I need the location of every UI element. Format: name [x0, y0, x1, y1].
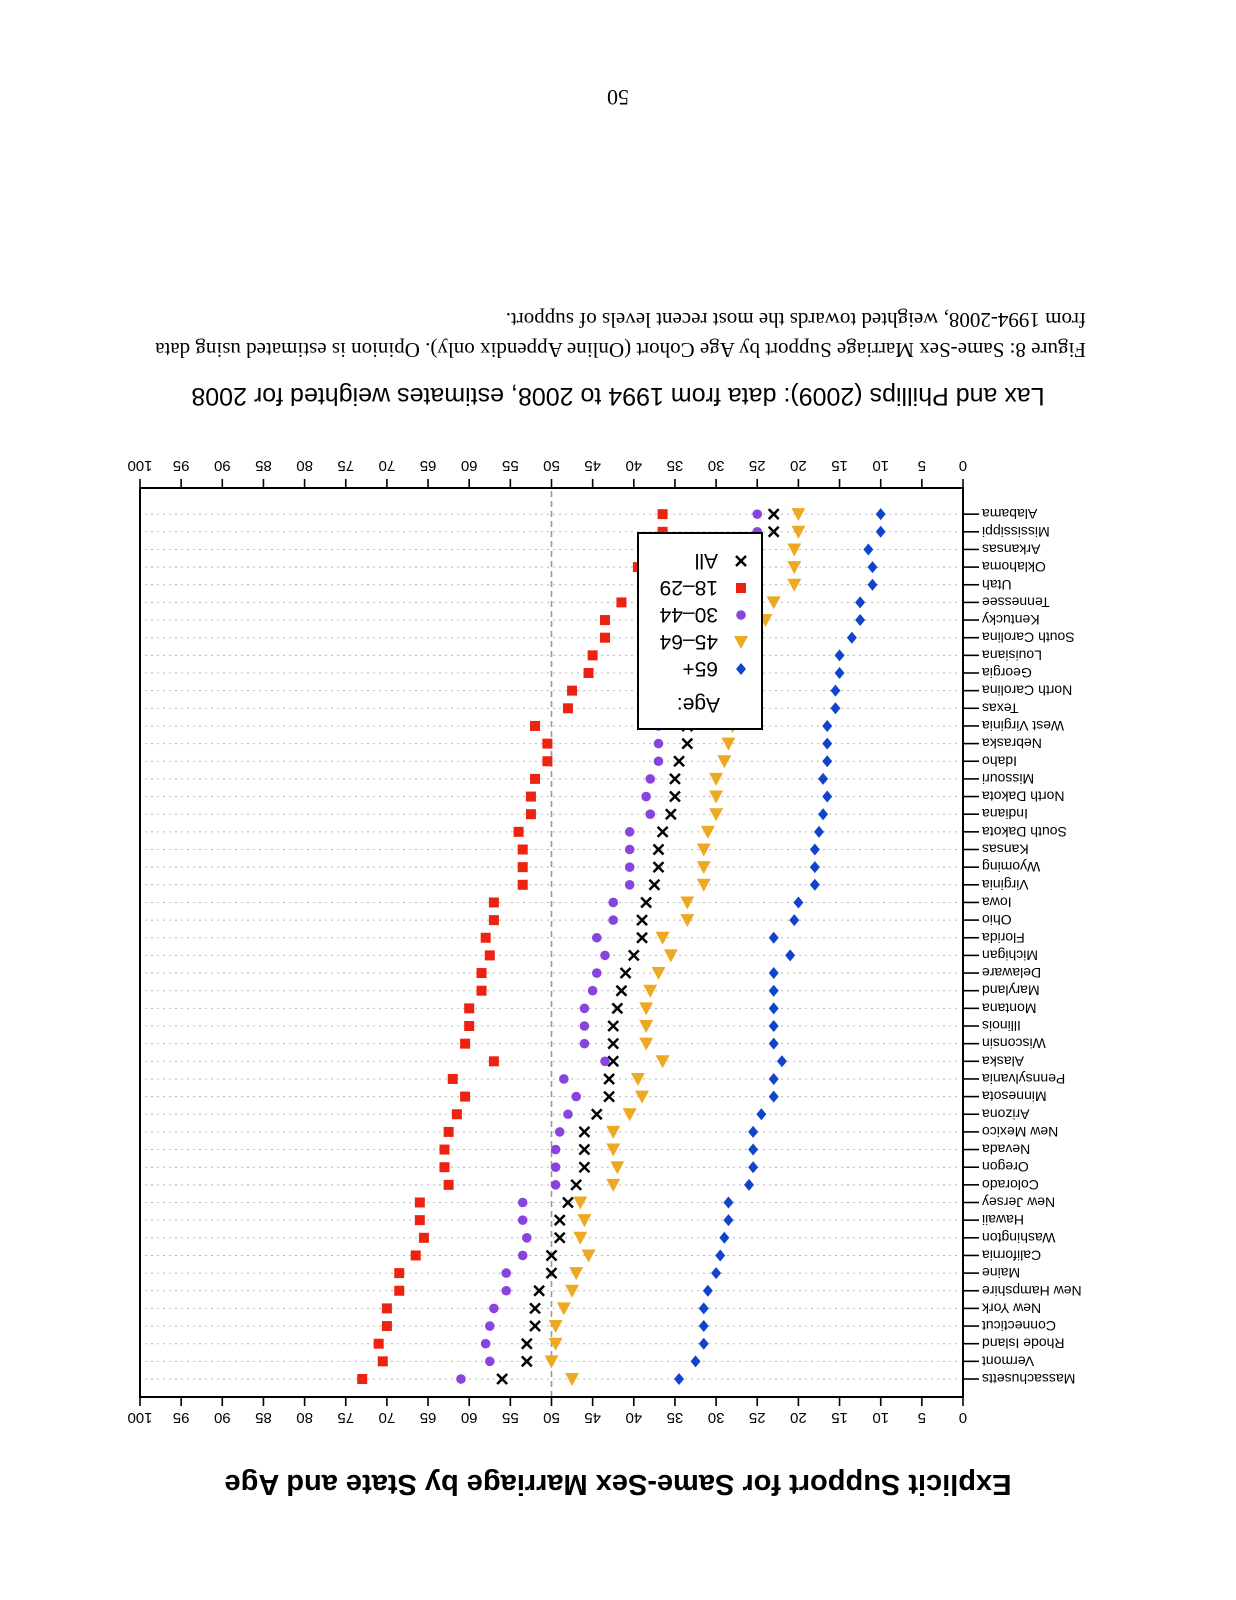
category-label: New York	[982, 1300, 1042, 1317]
point-65-	[703, 1285, 713, 1297]
point-18-29	[452, 1109, 462, 1119]
point-30-44	[654, 739, 664, 749]
category-label: California	[982, 1247, 1042, 1264]
category-label: Tennessee	[982, 594, 1050, 611]
x-tick-label-bottom: 95	[172, 457, 190, 474]
legend	[638, 533, 762, 729]
point-30-44	[518, 1215, 528, 1225]
legend-label: 18–29	[659, 576, 718, 599]
point-30-44	[485, 1357, 495, 1367]
point-30-44	[600, 951, 610, 961]
point-65-	[822, 755, 832, 767]
point-30-44	[752, 509, 762, 519]
point-30-44	[563, 1109, 573, 1119]
point-65-	[810, 844, 820, 856]
category-label: Connecticut	[982, 1318, 1056, 1335]
point-65-	[785, 949, 795, 961]
point-18-29	[394, 1286, 404, 1296]
x-tick-label-top: 80	[296, 1409, 313, 1426]
x-tick-label-top: 35	[666, 1409, 684, 1426]
point-30-44	[501, 1286, 511, 1296]
point-18-29	[489, 1056, 499, 1066]
category-label: Montana	[982, 1000, 1037, 1017]
category-label: Ohio	[982, 912, 1012, 929]
point-30-44	[551, 1180, 561, 1190]
point-65-	[830, 685, 840, 697]
point-18-29	[530, 774, 540, 784]
point-45-64	[651, 967, 665, 980]
category-label: Colorado	[982, 1176, 1039, 1193]
category-label: South Carolina	[982, 629, 1075, 646]
point-45-64	[631, 1073, 645, 1086]
point-30-44	[600, 1057, 610, 1067]
x-tick-label-top: 95	[172, 1409, 190, 1426]
point-all	[670, 792, 680, 802]
point-65-	[793, 896, 803, 908]
point-65-	[814, 826, 824, 838]
point-18-29	[514, 827, 524, 837]
point-all	[592, 1109, 602, 1119]
point-18-29	[542, 739, 552, 749]
point-30-44	[571, 1092, 581, 1102]
category-label: Indiana	[982, 806, 1028, 823]
point-45-64	[623, 1108, 637, 1121]
point-18-29	[600, 615, 610, 625]
point-18-29	[411, 1250, 421, 1260]
point-65-	[830, 702, 840, 714]
x-axis-label: Explicit Support for Same-Sex Marriage by State and Age	[224, 1468, 1012, 1500]
point-65-	[855, 614, 865, 626]
point-18-29	[584, 668, 594, 678]
x-tick-label-top: 45	[584, 1409, 601, 1426]
x-tick-label-top: 100	[127, 1409, 153, 1426]
category-label: Wyoming	[982, 859, 1041, 876]
category-label: New Mexico	[982, 1123, 1059, 1140]
category-label: Florida	[982, 929, 1025, 946]
category-label: Minnesota	[982, 1088, 1047, 1105]
point-30-44	[641, 792, 651, 802]
category-label: Pennsylvania	[982, 1070, 1066, 1087]
x-tick-label-top: 40	[625, 1409, 643, 1426]
x-tick-label-bottom: 60	[460, 457, 478, 474]
x-tick-label-bottom: 75	[337, 457, 355, 474]
x-tick-label-top: 20	[790, 1409, 807, 1426]
category-label: Hawaii	[982, 1212, 1025, 1229]
point-45-64	[639, 1002, 653, 1015]
category-label: Alabama	[982, 506, 1038, 523]
point-30-44	[481, 1339, 491, 1349]
x-tick-label-top: 50	[543, 1409, 560, 1426]
point-65-	[876, 526, 886, 538]
point-45-64	[573, 1197, 587, 1210]
category-label: Louisiana	[982, 647, 1042, 664]
point-18-29	[481, 933, 491, 943]
point-all	[555, 1233, 565, 1243]
legend-label: 30–44	[659, 603, 718, 626]
point-18-29	[415, 1198, 425, 1208]
point-65-	[769, 1002, 779, 1014]
point-18-29	[542, 756, 552, 766]
point-45-64	[767, 596, 781, 609]
point-65-	[723, 1197, 733, 1209]
point-65-	[769, 967, 779, 979]
point-all	[530, 1303, 540, 1313]
point-18-29	[444, 1180, 454, 1190]
point-30-44	[608, 915, 618, 925]
point-all	[530, 1321, 540, 1331]
point-18-29	[489, 915, 499, 925]
point-18-29	[477, 968, 487, 978]
category-label: Delaware	[982, 965, 1042, 982]
category-label: New Hampshire	[982, 1282, 1082, 1299]
point-65-	[822, 720, 832, 732]
point-65-	[835, 667, 845, 679]
point-65-	[756, 1108, 766, 1120]
category-label: Missouri	[982, 770, 1035, 787]
point-18-29	[518, 862, 528, 872]
point-all	[674, 756, 684, 766]
point-30-44	[559, 1074, 569, 1084]
point-18-29	[460, 1039, 470, 1049]
figure-caption: Figure 8: Same-Sex Marriage Support by Age Cohort (Online Appendix only). Opinion is estimated using data from 1994-2008, weighted towards the most recent levels of support.	[155, 308, 1086, 362]
point-18-29	[518, 880, 528, 890]
x-tick-label-bottom: 10	[872, 457, 890, 474]
chart-title: Lax and Phillips (2009): data from 1994 to 2008, estimates weighted for 2008	[191, 382, 1045, 410]
point-all	[608, 1039, 618, 1049]
category-label: Virginia	[982, 876, 1029, 893]
point-18-29	[357, 1374, 367, 1384]
point-30-44	[625, 827, 635, 837]
point-18-29	[489, 897, 499, 907]
point-30-44	[608, 898, 618, 908]
x-tick-label-bottom: 5	[917, 457, 927, 474]
category-label: Washington	[982, 1229, 1056, 1246]
point-65-	[818, 773, 828, 785]
point-65-	[835, 649, 845, 661]
point-65-	[876, 508, 886, 520]
x-tick-label-bottom: 0	[958, 457, 968, 474]
point-18-29	[460, 1092, 470, 1102]
point-65-	[691, 1355, 701, 1367]
category-label: Oklahoma	[982, 559, 1046, 576]
point-30-44	[592, 933, 602, 943]
point-30-44	[592, 968, 602, 978]
point-65-	[818, 808, 828, 820]
category-label: Arizona	[982, 1106, 1030, 1123]
point-18-29	[440, 1162, 450, 1172]
legend-title: Age:	[676, 693, 720, 716]
point-65-	[789, 914, 799, 926]
point-30-44	[551, 1162, 561, 1172]
point-45-64	[664, 949, 678, 962]
point-45-64	[639, 1020, 653, 1033]
point-18-29	[444, 1127, 454, 1137]
category-label: Rhode Island	[982, 1335, 1065, 1352]
point-65-	[711, 1267, 721, 1279]
point-18-29	[526, 792, 536, 802]
point-30-44	[522, 1233, 532, 1243]
legend-marker	[736, 610, 746, 620]
point-18-29	[658, 509, 668, 519]
point-30-44	[645, 809, 655, 819]
point-45-64	[717, 755, 731, 768]
point-45-64	[606, 1144, 620, 1157]
point-18-29	[419, 1233, 429, 1243]
category-label: Oregon	[982, 1159, 1029, 1176]
point-65-	[723, 1214, 733, 1226]
x-tick-label-bottom: 45	[584, 457, 601, 474]
legend-label: 65+	[682, 657, 718, 680]
category-label: Kansas	[982, 841, 1029, 858]
point-65-	[822, 738, 832, 750]
point-18-29	[440, 1145, 450, 1155]
x-tick-label-bottom: 15	[831, 457, 848, 474]
point-18-29	[448, 1074, 458, 1084]
point-65-	[867, 579, 877, 591]
point-30-44	[588, 986, 598, 996]
point-all	[555, 1215, 565, 1225]
x-tick-label-bottom: 40	[625, 457, 643, 474]
point-65-	[863, 543, 873, 555]
point-18-29	[526, 809, 536, 819]
category-label: Utah	[982, 576, 1012, 593]
legend-label: All	[694, 549, 718, 572]
point-30-44	[518, 1198, 528, 1208]
point-all	[579, 1145, 589, 1155]
x-tick-label-top: 15	[831, 1409, 848, 1426]
point-65-	[810, 861, 820, 873]
category-label: Vermont	[982, 1353, 1035, 1370]
point-30-44	[625, 862, 635, 872]
point-30-44	[654, 756, 664, 766]
point-all	[579, 1162, 589, 1172]
category-label: South Dakota	[982, 823, 1067, 840]
point-18-29	[382, 1303, 392, 1313]
point-65-	[822, 791, 832, 803]
point-65-	[748, 1126, 758, 1138]
category-label: Maryland	[982, 982, 1040, 999]
legend-label: 45–64	[659, 630, 718, 653]
point-65-	[769, 1091, 779, 1103]
category-label: Nevada	[982, 1141, 1031, 1158]
point-65-	[719, 1232, 729, 1244]
point-30-44	[580, 1039, 590, 1049]
point-65-	[748, 1144, 758, 1156]
point-65-	[699, 1302, 709, 1314]
point-18-29	[415, 1215, 425, 1225]
point-65-	[855, 596, 865, 608]
point-30-44	[551, 1145, 561, 1155]
point-65-	[715, 1249, 725, 1261]
point-65-	[769, 1038, 779, 1050]
point-65-	[769, 985, 779, 997]
point-65-	[748, 1161, 758, 1173]
x-tick-label-bottom: 65	[419, 457, 437, 474]
x-tick-label-bottom: 85	[255, 457, 272, 474]
point-18-29	[485, 950, 495, 960]
point-30-44	[555, 1127, 565, 1137]
point-18-29	[518, 845, 528, 855]
point-65-	[769, 932, 779, 944]
point-all	[604, 1092, 614, 1102]
x-tick-label-bottom: 100	[127, 457, 153, 474]
x-tick-label-bottom: 20	[790, 457, 807, 474]
point-30-44	[489, 1304, 499, 1314]
point-18-29	[382, 1321, 392, 1331]
category-label: Kentucky	[982, 612, 1040, 629]
point-all	[604, 1074, 614, 1084]
point-18-29	[378, 1356, 388, 1366]
category-label: North Carolina	[982, 682, 1073, 699]
category-label: Iowa	[982, 894, 1012, 911]
point-all	[658, 827, 668, 837]
point-45-64	[573, 1232, 587, 1245]
point-65-	[867, 561, 877, 573]
point-30-44	[625, 845, 635, 855]
x-tick-label-top: 25	[748, 1409, 766, 1426]
x-tick-label-top: 85	[255, 1409, 272, 1426]
x-tick-label-top: 90	[213, 1409, 231, 1426]
point-18-29	[394, 1268, 404, 1278]
category-label: Mississippi	[982, 523, 1050, 540]
x-tick-label-bottom: 30	[707, 457, 725, 474]
point-45-64	[656, 1055, 670, 1068]
point-45-64	[565, 1285, 579, 1298]
x-tick-label-top: 70	[378, 1409, 396, 1426]
point-18-29	[616, 597, 626, 607]
point-65-	[699, 1320, 709, 1332]
point-18-29	[563, 703, 573, 713]
point-65-	[744, 1179, 754, 1191]
point-65-	[777, 1055, 787, 1067]
category-label: New Jersey	[982, 1194, 1056, 1211]
x-tick-label-bottom: 80	[296, 457, 313, 474]
x-tick-label-bottom: 35	[666, 457, 684, 474]
category-label: Illinois	[982, 1018, 1021, 1034]
point-65-	[847, 632, 857, 644]
x-tick-label-top: 55	[502, 1409, 519, 1426]
category-label: Wisconsin	[982, 1035, 1046, 1052]
point-30-44	[580, 1021, 590, 1031]
x-tick-label-top: 60	[460, 1409, 478, 1426]
point-45-64	[639, 1038, 653, 1051]
point-65-	[769, 1073, 779, 1085]
point-all	[621, 968, 631, 978]
point-65-	[810, 879, 820, 891]
point-45-64	[610, 1161, 624, 1174]
point-30-44	[580, 1004, 590, 1014]
category-label: Georgia	[982, 665, 1032, 681]
x-tick-label-top: 65	[419, 1409, 437, 1426]
point-65-	[769, 1020, 779, 1032]
x-tick-label-bottom: 90	[213, 457, 231, 474]
category-label: North Dakota	[982, 788, 1065, 805]
category-label: Maine	[982, 1265, 1021, 1282]
point-18-29	[464, 1021, 474, 1031]
category-label: Texas	[982, 700, 1019, 717]
x-tick-label-bottom: 25	[748, 457, 766, 474]
category-label: Alaska	[982, 1053, 1025, 1070]
x-tick-label-bottom: 50	[543, 457, 560, 474]
point-45-64	[565, 1373, 579, 1386]
point-65-	[699, 1338, 709, 1350]
category-label: West Virginia	[982, 717, 1064, 734]
point-30-44	[485, 1321, 495, 1331]
point-30-44	[501, 1268, 511, 1278]
point-18-29	[567, 686, 577, 696]
category-label: Idaho	[982, 753, 1018, 770]
category-label: Massachusetts	[982, 1371, 1076, 1387]
point-45-64	[701, 826, 715, 839]
x-tick-label-top: 75	[337, 1409, 355, 1426]
x-tick-label-top: 0	[958, 1409, 968, 1426]
point-18-29	[600, 633, 610, 643]
point-30-44	[456, 1374, 466, 1384]
point-45-64	[545, 1355, 559, 1368]
point-18-29	[588, 650, 598, 660]
x-tick-label-top: 5	[917, 1409, 927, 1426]
point-all	[682, 739, 692, 749]
x-tick-label-top: 30	[707, 1409, 725, 1426]
category-label: Nebraska	[982, 735, 1042, 752]
point-all	[616, 986, 626, 996]
point-65-	[674, 1373, 684, 1385]
page-number: 50	[607, 85, 629, 110]
x-tick-label-bottom: 55	[502, 457, 519, 474]
category-label: Arkansas	[982, 541, 1041, 558]
point-45-64	[606, 1126, 620, 1139]
legend-marker	[736, 583, 746, 593]
point-18-29	[477, 986, 487, 996]
point-30-44	[645, 774, 655, 784]
point-all	[670, 774, 680, 784]
point-all	[579, 1127, 589, 1137]
point-45-64	[577, 1214, 591, 1227]
point-18-29	[464, 1003, 474, 1013]
x-tick-label-bottom: 70	[378, 457, 396, 474]
x-tick-label-top: 10	[872, 1409, 890, 1426]
point-18-29	[530, 721, 540, 731]
point-30-44	[625, 880, 635, 890]
point-18-29	[374, 1339, 384, 1349]
point-all	[608, 1021, 618, 1031]
category-label: Michigan	[982, 947, 1039, 964]
point-30-44	[518, 1251, 528, 1261]
point-45-64	[557, 1302, 571, 1315]
